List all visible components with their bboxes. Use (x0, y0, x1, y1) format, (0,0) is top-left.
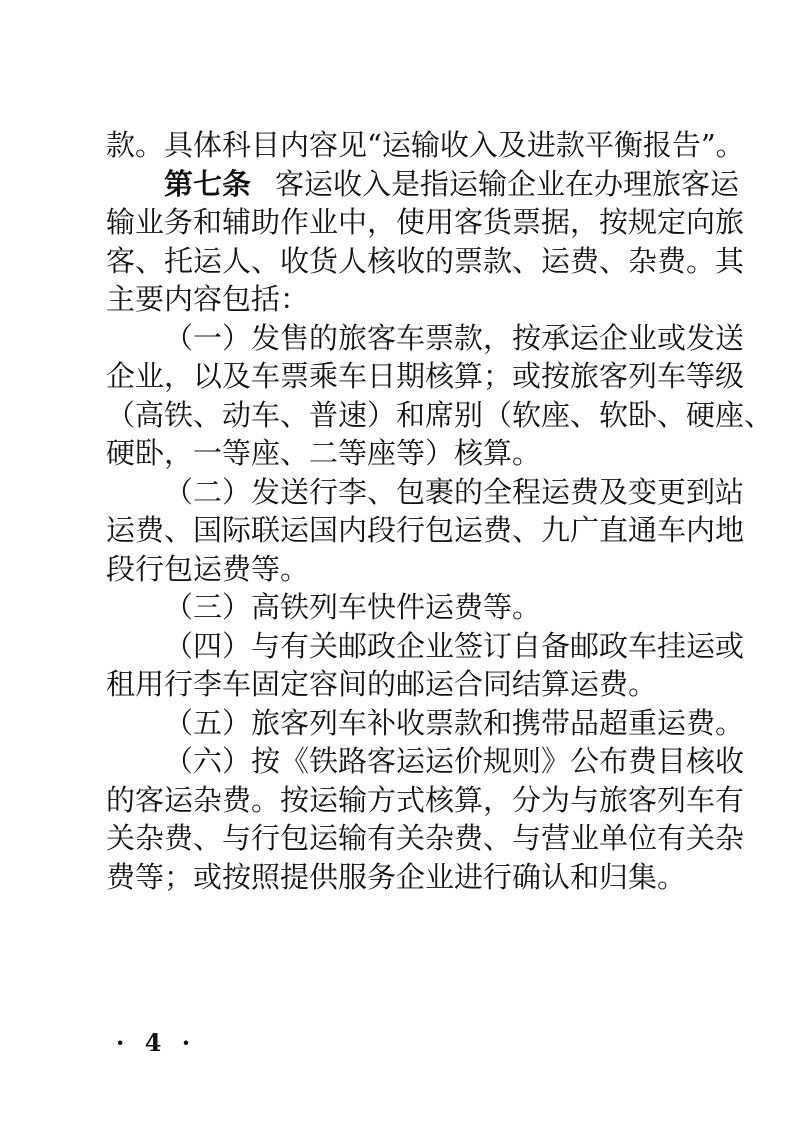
text-line-11: 运费、国际联运国内段行包运费、九广直通车内地 (106, 513, 745, 547)
text-line-17: （六）按《铁路客运运价规则》公布费目核收 (164, 744, 745, 778)
text-line-3: 输业务和辅助作业中，使用客货票据，按规定向旅 (106, 205, 745, 239)
text-line-15: 租用行李车固定容间的邮运合同结算运费。 (106, 667, 658, 701)
text-line-16: （五）旅客列车补收票款和携带品超重运费。 (164, 705, 745, 740)
text-line-19: 关杂费、与行包运输有关杂费、与营业单位有关杂 (106, 821, 745, 855)
text-line-4: 客、托运人、收货人核收的票款、运费、杂费。其 (106, 243, 745, 278)
text-line-7: 企业，以及车票乘车日期核算；或按旅客列车等级 (106, 359, 745, 393)
article-heading: 第七条 (164, 166, 252, 201)
article-7-first-line (106, 165, 740, 204)
text-line-10: （二）发送行李、包裹的全程运费及变更到站 (164, 474, 745, 509)
document-body (106, 126, 774, 896)
text-line-6: （一）发售的旅客车票款，按承运企业或发送 (164, 320, 745, 355)
text-line-13: （三）高铁列车快件运费等。 (164, 590, 542, 624)
text-line-8: （高铁、动车、普速）和席别（软座、软卧、硬座、 (106, 397, 774, 432)
text-line-20: 费等；或按照提供服务企业进行确认和归集。 (106, 859, 687, 894)
text-line-12: 段行包运费等。 (106, 551, 310, 586)
text-line-9: 硬卧，一等座、二等座等）核算。 (106, 436, 542, 470)
text-line-2: 客运收入是指运输企业在办理旅客运 (275, 166, 740, 201)
text-line-5: 主要内容包括： (106, 282, 310, 316)
page-number: · 4 · (116, 1028, 197, 1057)
text-line-1: 款。具体科目内容见“运输收入及进款平衡报告”。 (106, 128, 745, 162)
text-line-14: （四）与有关邮政企业签订自备邮政车挂运或 (164, 628, 745, 663)
text-line-18: 的客运杂费。按运输方式核算，分为与旅客列车有 (106, 782, 745, 817)
